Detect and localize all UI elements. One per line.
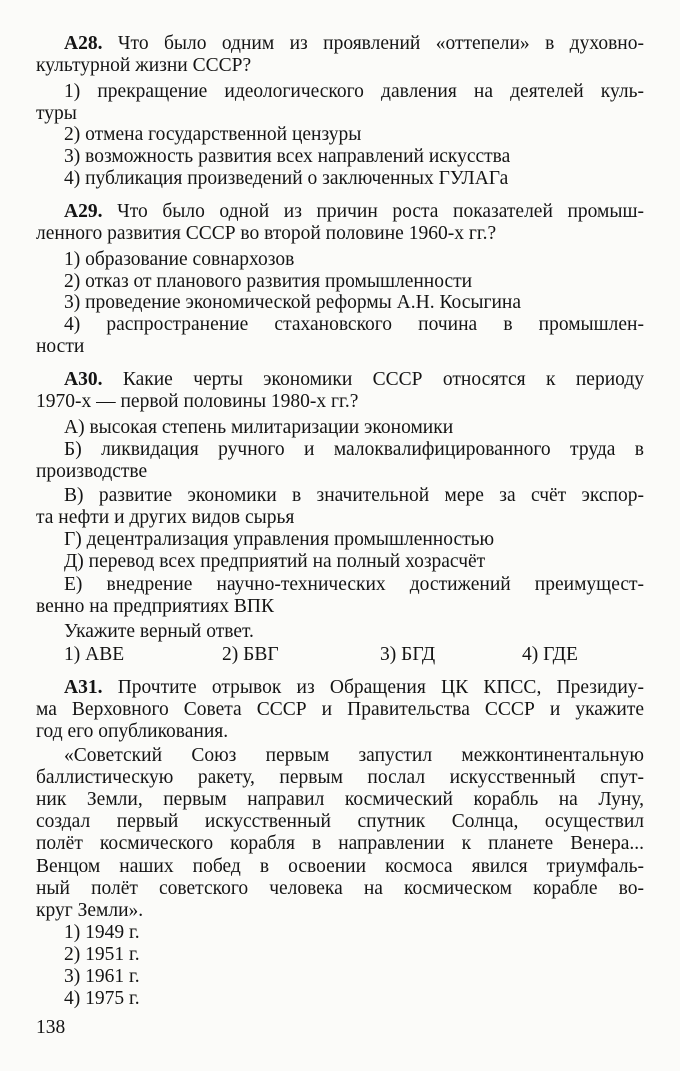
quote-line: создал первый искусственный спутник Солнца, осуществил xyxy=(36,811,644,832)
option-line: 3) 1961 г. xyxy=(64,966,140,987)
quote-line: баллистическую ракету, первым послал искусственный спут- xyxy=(36,767,644,788)
option-line: 3) проведение экономической реформы А.Н. Косыгина xyxy=(64,292,522,313)
question-number: А29. xyxy=(64,201,103,222)
answer-option: 3) БГД xyxy=(380,644,436,665)
statement-line: производстве xyxy=(36,461,148,482)
option-line: ности xyxy=(36,336,85,357)
question-text-line: А28. Что было одним из проявлений «оттепели» в духовно- xyxy=(64,33,644,54)
question-text-line: культурной жизни СССР? xyxy=(36,55,252,76)
page-number: 138 xyxy=(36,1017,66,1038)
question-text-line: А31. Прочтите отрывок из Обращения ЦК КПСС, Президиу- xyxy=(64,677,644,698)
question-text-line: А30. Какие черты экономики СССР относятся к периоду xyxy=(64,369,644,390)
option-line: 2) отказ от планового развития промышленности xyxy=(64,271,473,292)
statement-line: Б) ликвидация ручного и малоквалифицированного труда в xyxy=(64,439,644,460)
option-line: 1) 1949 г. xyxy=(64,922,140,943)
statement-line: Д) перевод всех предприятий на полный хозрасчёт xyxy=(64,551,486,572)
option-line: 4) 1975 г. xyxy=(64,988,140,1009)
quote-line: ник Земли, первым направил космический корабль на Луну, xyxy=(36,789,644,810)
statement-line: та нефти и других видов сырья xyxy=(36,507,295,528)
quote-line: Венцом наших побед в освоении космоса явился триумфаль- xyxy=(36,856,644,877)
question-text-line: А29. Что было одной из причин роста показателей промыш- xyxy=(64,201,644,222)
quote-line: полёт космического корабля в направлении к планете Венера... xyxy=(36,833,644,854)
quote-line: ный полёт советского человека на космическом корабле во- xyxy=(36,878,644,899)
question-text-line: 1970-х — первой половины 1980-х гг.? xyxy=(36,391,359,412)
statement-line: А) высокая степень милитаризации экономики xyxy=(64,417,454,438)
statement-line: венно на предприятиях ВПК xyxy=(36,596,274,617)
statement-line: Е) внедрение научно-технических достижений преимущест- xyxy=(64,574,644,595)
instruction-text: Укажите верный ответ. xyxy=(64,621,254,642)
statement-line: В) развитие экономики в значительной мере за счёт экспор- xyxy=(64,485,644,506)
option-line: 3) возможность развития всех направлений искусства xyxy=(64,146,511,167)
quote-line: круг Земли». xyxy=(36,900,144,921)
question-text-line: год его опубликования. xyxy=(36,721,229,742)
option-line: 2) 1951 г. xyxy=(64,944,140,965)
answer-option: 2) БВГ xyxy=(222,644,279,665)
question-text-line: ма Верховного Совета СССР и Правительства СССР и укажите xyxy=(36,699,644,720)
option-line: 2) отмена государственной цензуры xyxy=(64,124,362,145)
answer-option: 1) АВЕ xyxy=(64,644,125,665)
quote-line: «Советский Союз первым запустил межконтинентальную xyxy=(64,745,644,766)
option-line: 4) распространение стахановского почина в промышлен- xyxy=(64,314,644,335)
option-line: 4) публикация произведений о заключенных ГУЛАГа xyxy=(64,168,509,189)
option-line: 1) прекращение идеологического давления на деятелей куль- xyxy=(64,81,644,102)
statement-line: Г) децентрализация управления промышленностью xyxy=(64,529,495,550)
question-number: А28. xyxy=(64,33,103,54)
answer-options-row xyxy=(64,644,644,666)
question-number: А30. xyxy=(64,369,103,390)
answer-option: 4) ГДЕ xyxy=(522,644,578,665)
question-text-line: ленного развития СССР во второй половине 1960-х гг.? xyxy=(36,223,497,244)
option-line: туры xyxy=(36,103,77,124)
question-number: А31. xyxy=(64,677,103,698)
option-line: 1) образование совнархозов xyxy=(64,249,295,270)
